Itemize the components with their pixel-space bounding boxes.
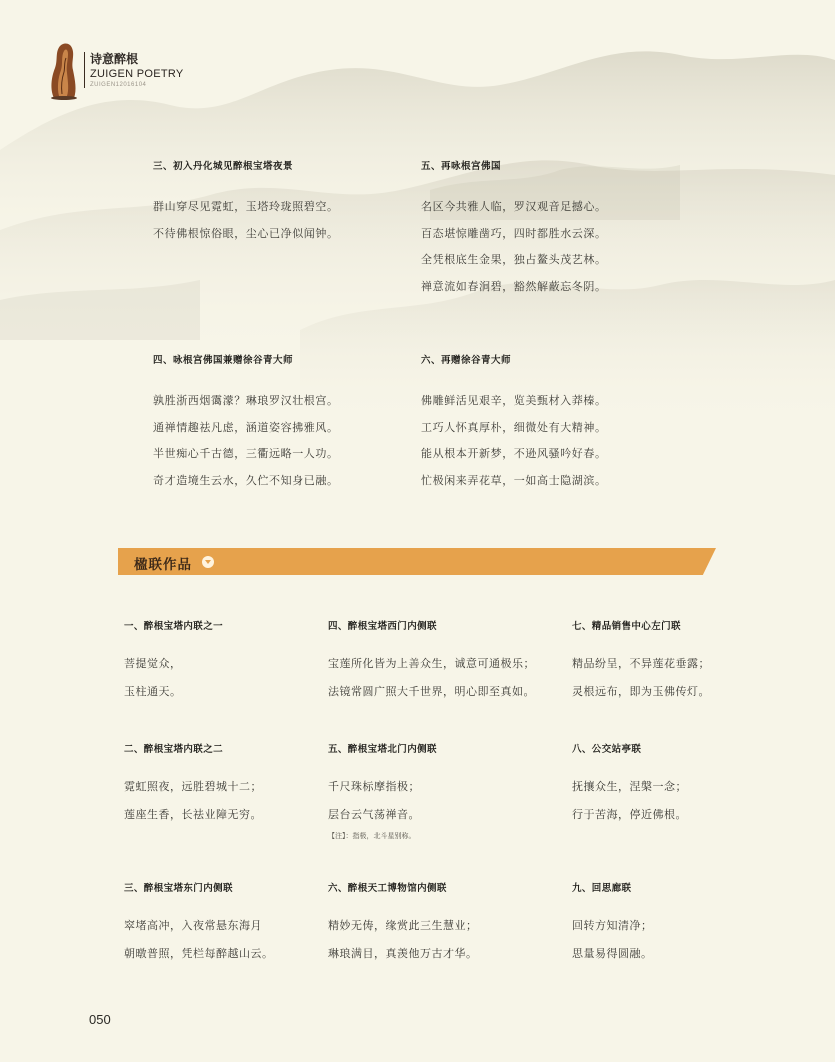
- couplet-line: 玉柱通天。: [124, 685, 182, 698]
- poem-line: 佛雕鲜活见艰辛，览美甄材入莽榛。: [421, 394, 607, 407]
- couplet-block: [124, 880, 274, 968]
- couplet-block: [328, 618, 535, 706]
- section-title: 楹联作品: [134, 557, 192, 573]
- couplet-title: 八、公交站亭联: [572, 744, 642, 755]
- couplet-line: 宝莲所化皆为上善众生，诚意可通极乐；: [328, 657, 535, 670]
- poem-block: [153, 158, 339, 247]
- couplet-title: 二、醉根宝塔内联之二: [124, 744, 224, 755]
- couplet-line: 菩提觉众，: [124, 657, 182, 670]
- couplet-line: 窣堵高冲，入夜常悬东海月: [124, 919, 262, 932]
- header-divider: [84, 52, 85, 88]
- section-banner: [118, 548, 716, 575]
- couplet-line: 琳琅满目，真羡他万古才华。: [328, 947, 478, 960]
- couplet-title: 三、醉根宝塔东门内侧联: [124, 883, 233, 894]
- poem-line: 全凭根底生金果，独占鳌头茂艺林。: [421, 253, 607, 266]
- couplet-line: 精妙无俦，缘赏此三生慧业；: [328, 919, 478, 932]
- couplet-line: 抚攘众生，涅槃一念；: [572, 780, 687, 793]
- couplet-line: 灵根远布，即为玉佛传灯。: [572, 685, 710, 698]
- poem-title: 三、初入丹化城见醉根宝塔夜景: [153, 161, 294, 172]
- root-sculpture-logo: [46, 40, 80, 100]
- poem-line: 群山穿尽见霓虹，玉塔玲珑照碧空。: [153, 200, 339, 213]
- couplet-line: 行于苦海，停近佛根。: [572, 808, 687, 821]
- couplet-block: [572, 741, 687, 829]
- poem-line: 禅意流如春涧碧，豁然解蔽忘冬阴。: [421, 279, 607, 293]
- couplet-line: 千尺珠标摩指极；: [328, 780, 420, 793]
- poem-line: 孰胜浙西烟霭濛？琳琅罗汉壮根宫。: [153, 394, 339, 407]
- couplet-title: 六、醉根天工博物馆内侧联: [328, 883, 447, 894]
- poem-line: 奇才造境生云水，久伫不知身已融。: [153, 473, 339, 487]
- couplet-line: 莲座生香，长祛业障无穷。: [124, 808, 262, 821]
- couplet-block: [124, 618, 223, 706]
- poem-title: 四、咏根宫佛国兼赠徐谷青大师: [153, 355, 294, 366]
- couplet-block: [124, 741, 262, 829]
- couplet-line: 回转方知清净；: [572, 919, 653, 932]
- header-title-cn: 诗意醉根: [90, 52, 139, 66]
- couplet-line: 霓虹照夜，远胜碧城十二；: [124, 780, 262, 793]
- header-title-en: ZUIGEN POETRY: [90, 68, 184, 80]
- poem-line: 不待佛根惊俗眼，尘心已净似闻钟。: [153, 226, 339, 240]
- couplet-block: [572, 880, 653, 968]
- poem-line: 名区今共雅人临，罗汉观音足撼心。: [421, 200, 607, 213]
- page-number: 050: [89, 1012, 111, 1027]
- poem-block: [421, 158, 607, 300]
- chevron-down-circle-icon: [202, 556, 214, 568]
- couplet-title: 一、醉根宝塔内联之一: [124, 621, 224, 632]
- couplet-title: 五、醉根宝塔北门内侧联: [328, 744, 437, 755]
- couplet-block: [328, 741, 437, 841]
- header-issue: ZUIGEN12016104: [90, 82, 147, 88]
- poem-line: 能从根本开新梦，不逊风骚吟好春。: [421, 447, 607, 460]
- poem-line: 半世痴心千古德，三衢远略一人功。: [153, 447, 339, 460]
- couplet-line: 精品纷呈，不异莲花垂露；: [572, 657, 710, 670]
- couplet-line: 朝暾普照，凭栏每醉越山云。: [124, 947, 274, 960]
- poem-line: 百态堪惊雕凿巧，四时都胜水云深。: [421, 226, 607, 240]
- poem-title: 六、再赠徐谷青大师: [421, 355, 512, 366]
- couplet-line: 层台云气荡禅音。: [328, 808, 420, 821]
- couplet-title: 九、回思廊联: [572, 883, 632, 894]
- couplet-block: [328, 880, 478, 968]
- couplet-block: [572, 618, 710, 706]
- poem-line: 忙极闲来弄花草，一如高士隐湖滨。: [421, 473, 607, 487]
- poem-title: 五、再咏根宫佛国: [421, 161, 502, 172]
- couplet-title: 四、醉根宝塔西门内侧联: [328, 621, 437, 632]
- couplet-line: 法镜常圆广照大千世界，明心即至真如。: [328, 685, 535, 698]
- poem-block: [153, 352, 339, 494]
- couplet-title: 七、精品销售中心左门联: [572, 621, 681, 632]
- couplet-note: 【注】：指极，北斗星别称。: [328, 832, 416, 840]
- magazine-header: [46, 40, 246, 104]
- poem-line: 工巧人怀真厚朴，细微处有大精神。: [421, 420, 607, 434]
- poem-line: 通禅情趣祛凡虑，涵道姿容拂雅风。: [153, 420, 339, 434]
- poem-block: [421, 352, 607, 494]
- couplet-line: 思量易得圆融。: [572, 947, 653, 960]
